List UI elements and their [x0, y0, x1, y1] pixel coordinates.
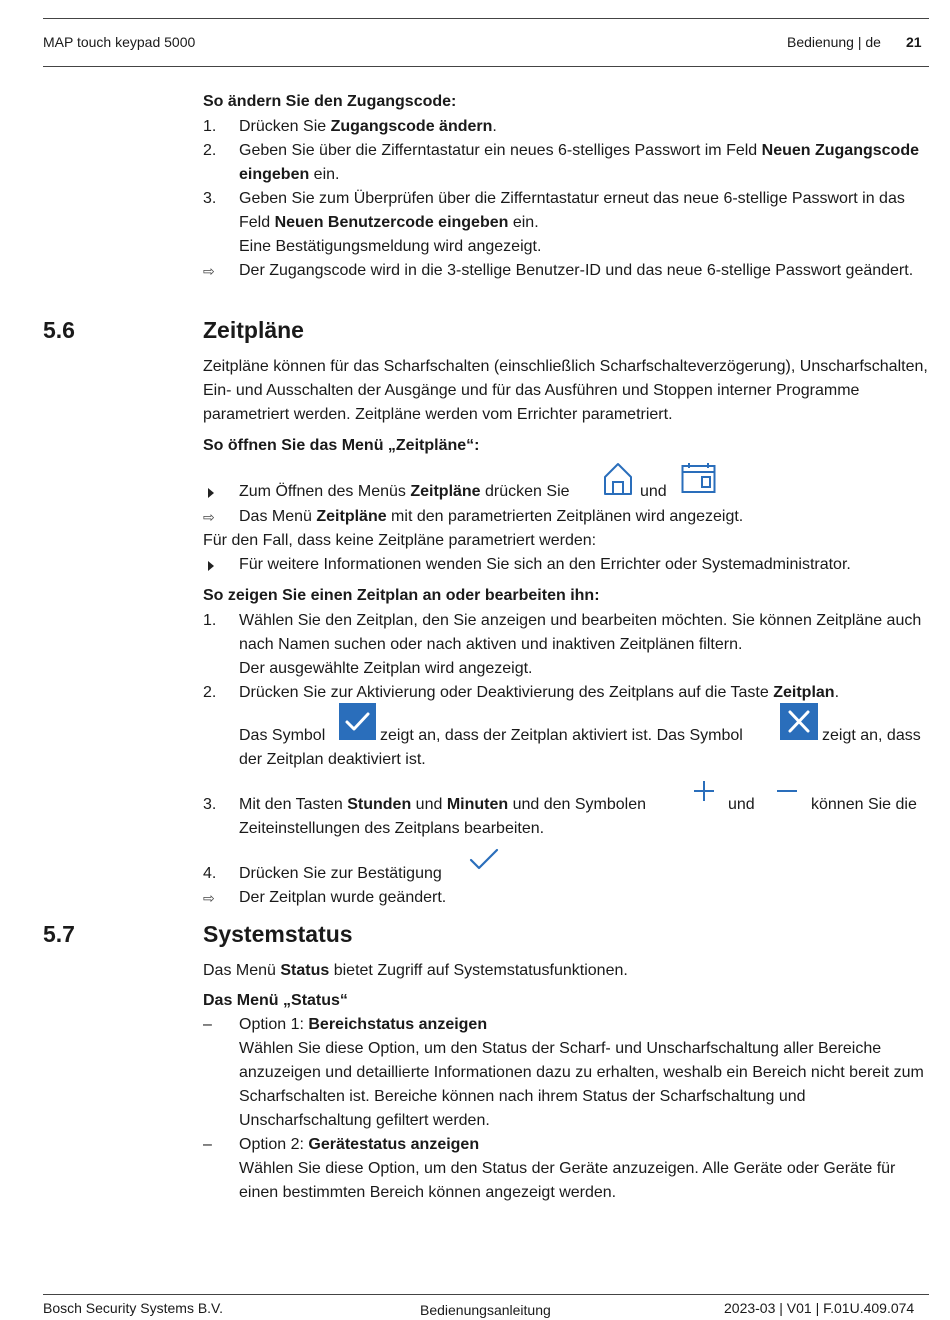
edit-step-3-text-f: können Sie die	[811, 796, 917, 813]
home-icon	[603, 462, 633, 496]
header-bottom-rule	[43, 66, 929, 67]
section-5-6-number: 5.6	[43, 317, 75, 343]
plus-icon	[693, 780, 715, 802]
edit-step-2-symbol-text-3: zeigt an, dass	[822, 727, 921, 744]
cross-box-icon	[780, 703, 818, 740]
edit-step-2-symbol-text-1: Das Symbol	[239, 727, 326, 744]
no-schedule-note: Für den Fall, dass keine Zeitpläne parametriert werden:	[203, 532, 597, 549]
header-product: MAP touch keypad 5000	[43, 34, 196, 50]
section-5-7-intro: Das Menü Status bietet Zugriff auf Systemstatusfunktionen.	[203, 962, 628, 979]
footer-company: Bosch Security Systems B.V.	[43, 1300, 223, 1316]
section-5-6-intro: Zeitpläne können für das Scharfschalten (einschließlich Scharfschalteverzögerung), Unscharfschalten, Ein- und Ausschalten der Ausgänge und für das Ausführen und Stoppen interner Programme parametriert werden. Zeitpläne werden vom Errichter parametriert.	[203, 358, 928, 423]
result-arrow-icon: ⇨	[203, 263, 215, 279]
header-page-number: 21	[906, 34, 922, 50]
footer-rule	[43, 1294, 929, 1295]
open-schedules-heading: So öffnen Sie das Menü „Zeitpläne“:	[203, 437, 480, 454]
section-5-6-title: Zeitpläne	[203, 317, 304, 343]
header-top-rule	[43, 18, 929, 19]
edit-schedule-heading: So zeigen Sie einen Zeitplan an oder bearbeiten ihn:	[203, 587, 600, 604]
calendar-icon	[681, 462, 716, 494]
result-arrow-icon: ⇨	[203, 890, 215, 906]
minus-icon	[776, 780, 798, 802]
bullet-triangle-icon	[208, 561, 214, 571]
footer-doc-id: 2023-03 | V01 | F.01U.409.074	[724, 1300, 915, 1316]
change-code-heading: So ändern Sie den Zugangscode:	[203, 93, 457, 110]
edit-step-3-und: und	[728, 796, 755, 813]
footer-doc-type: Bedienungsanleitung	[420, 1302, 551, 1318]
result-arrow-icon: ⇨	[203, 509, 215, 525]
check-box-icon	[339, 703, 376, 740]
section-5-7-title: Systemstatus	[203, 921, 353, 947]
edit-step-3-text-g: Zeiteinstellungen des Zeitplans bearbeiten.	[239, 820, 545, 837]
edit-step-2-symbol-text-4: der Zeitplan deaktiviert ist.	[239, 751, 426, 768]
status-menu-heading: Das Menü „Status“	[203, 992, 348, 1009]
bullet-triangle-icon	[208, 488, 214, 498]
header-section: Bedienung | de	[787, 34, 881, 50]
section-5-7-number: 5.7	[43, 921, 75, 947]
open-step-und: und	[640, 483, 667, 500]
edit-step-2-symbol-text-2: zeigt an, dass der Zeitplan aktiviert ist. Das Symbol	[380, 727, 743, 744]
check-icon	[469, 848, 499, 872]
